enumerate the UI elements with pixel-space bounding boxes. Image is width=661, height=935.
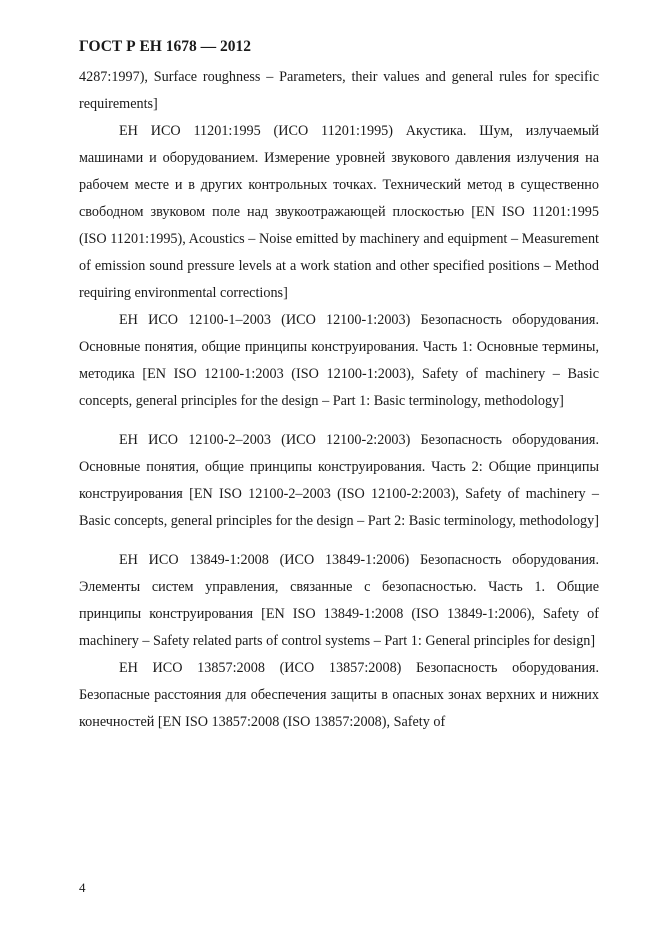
paragraph-en-iso-12100-1: ЕН ИСО 12100-1–2003 (ИСО 12100-1:2003) Безопасность оборудования. Основные понятия, общие принципы конструирования. Часть 1: Основные термины, методика [EN ISO 12100-1:2003 (ISO 12100-1:2003), Safety of machinery – Basic concepts, general principles for the design – Part 1: Basic terminology, methodology] (79, 312, 599, 409)
document-body (79, 64, 599, 736)
paragraph-continuation: 4287:1997), Surface roughness – Parameters, their values and general rules for specific requirements] (79, 69, 599, 112)
paragraph-en-iso-13857: ЕН ИСО 13857:2008 (ИСО 13857:2008) Безопасность оборудования. Безопасные расстояния для обеспечения защиты в опасных зонах верхних и нижних конечностей [EN ISO 13857:2008 (ISO 13857:2008), Safety of (79, 660, 599, 730)
paragraph-en-iso-12100-2: ЕН ИСО 12100-2–2003 (ИСО 12100-2:2003) Безопасность оборудования. Основные понятия, общие принципы конструирования. Часть 2: Общие принципы конструирования [EN ISO 12100-2–2003 (ISO 12100-2:2003), Safety of machinery – Basic concepts, general principles for the design – Part 2: Basic terminology, methodology] (79, 432, 599, 529)
paragraph-en-iso-13849-1: ЕН ИСО 13849-1:2008 (ИСО 13849-1:2006) Безопасность оборудования. Элементы систем управления, связанные с безопасностью. Часть 1. Общие принципы конструирования [EN ISO 13849-1:2008 (ISO 13849-1:2006), Safety of machinery – Safety related parts of control systems – Part 1: General principles for design] (79, 552, 599, 649)
document-header: ГОСТ Р ЕН 1678 — 2012 (79, 38, 251, 55)
page-number: 4 (79, 880, 86, 895)
paragraph-en-iso-11201: ЕН ИСО 11201:1995 (ИСО 11201:1995) Акустика. Шум, излучаемый машинами и оборудованием. Измерение уровней звукового давления излучения на рабочем месте и в других контрольных точках. Технический метод в существенно свободном звуковом поле над звукоотражающей плоскостью [EN ISO 11201:1995 (ISO 11201:1995), Acoustics – Noise emitted by machinery and equipment – Measurement of emission sound pressure levels at a work station and other specified positions – Method requiring environmental corrections] (79, 123, 599, 301)
